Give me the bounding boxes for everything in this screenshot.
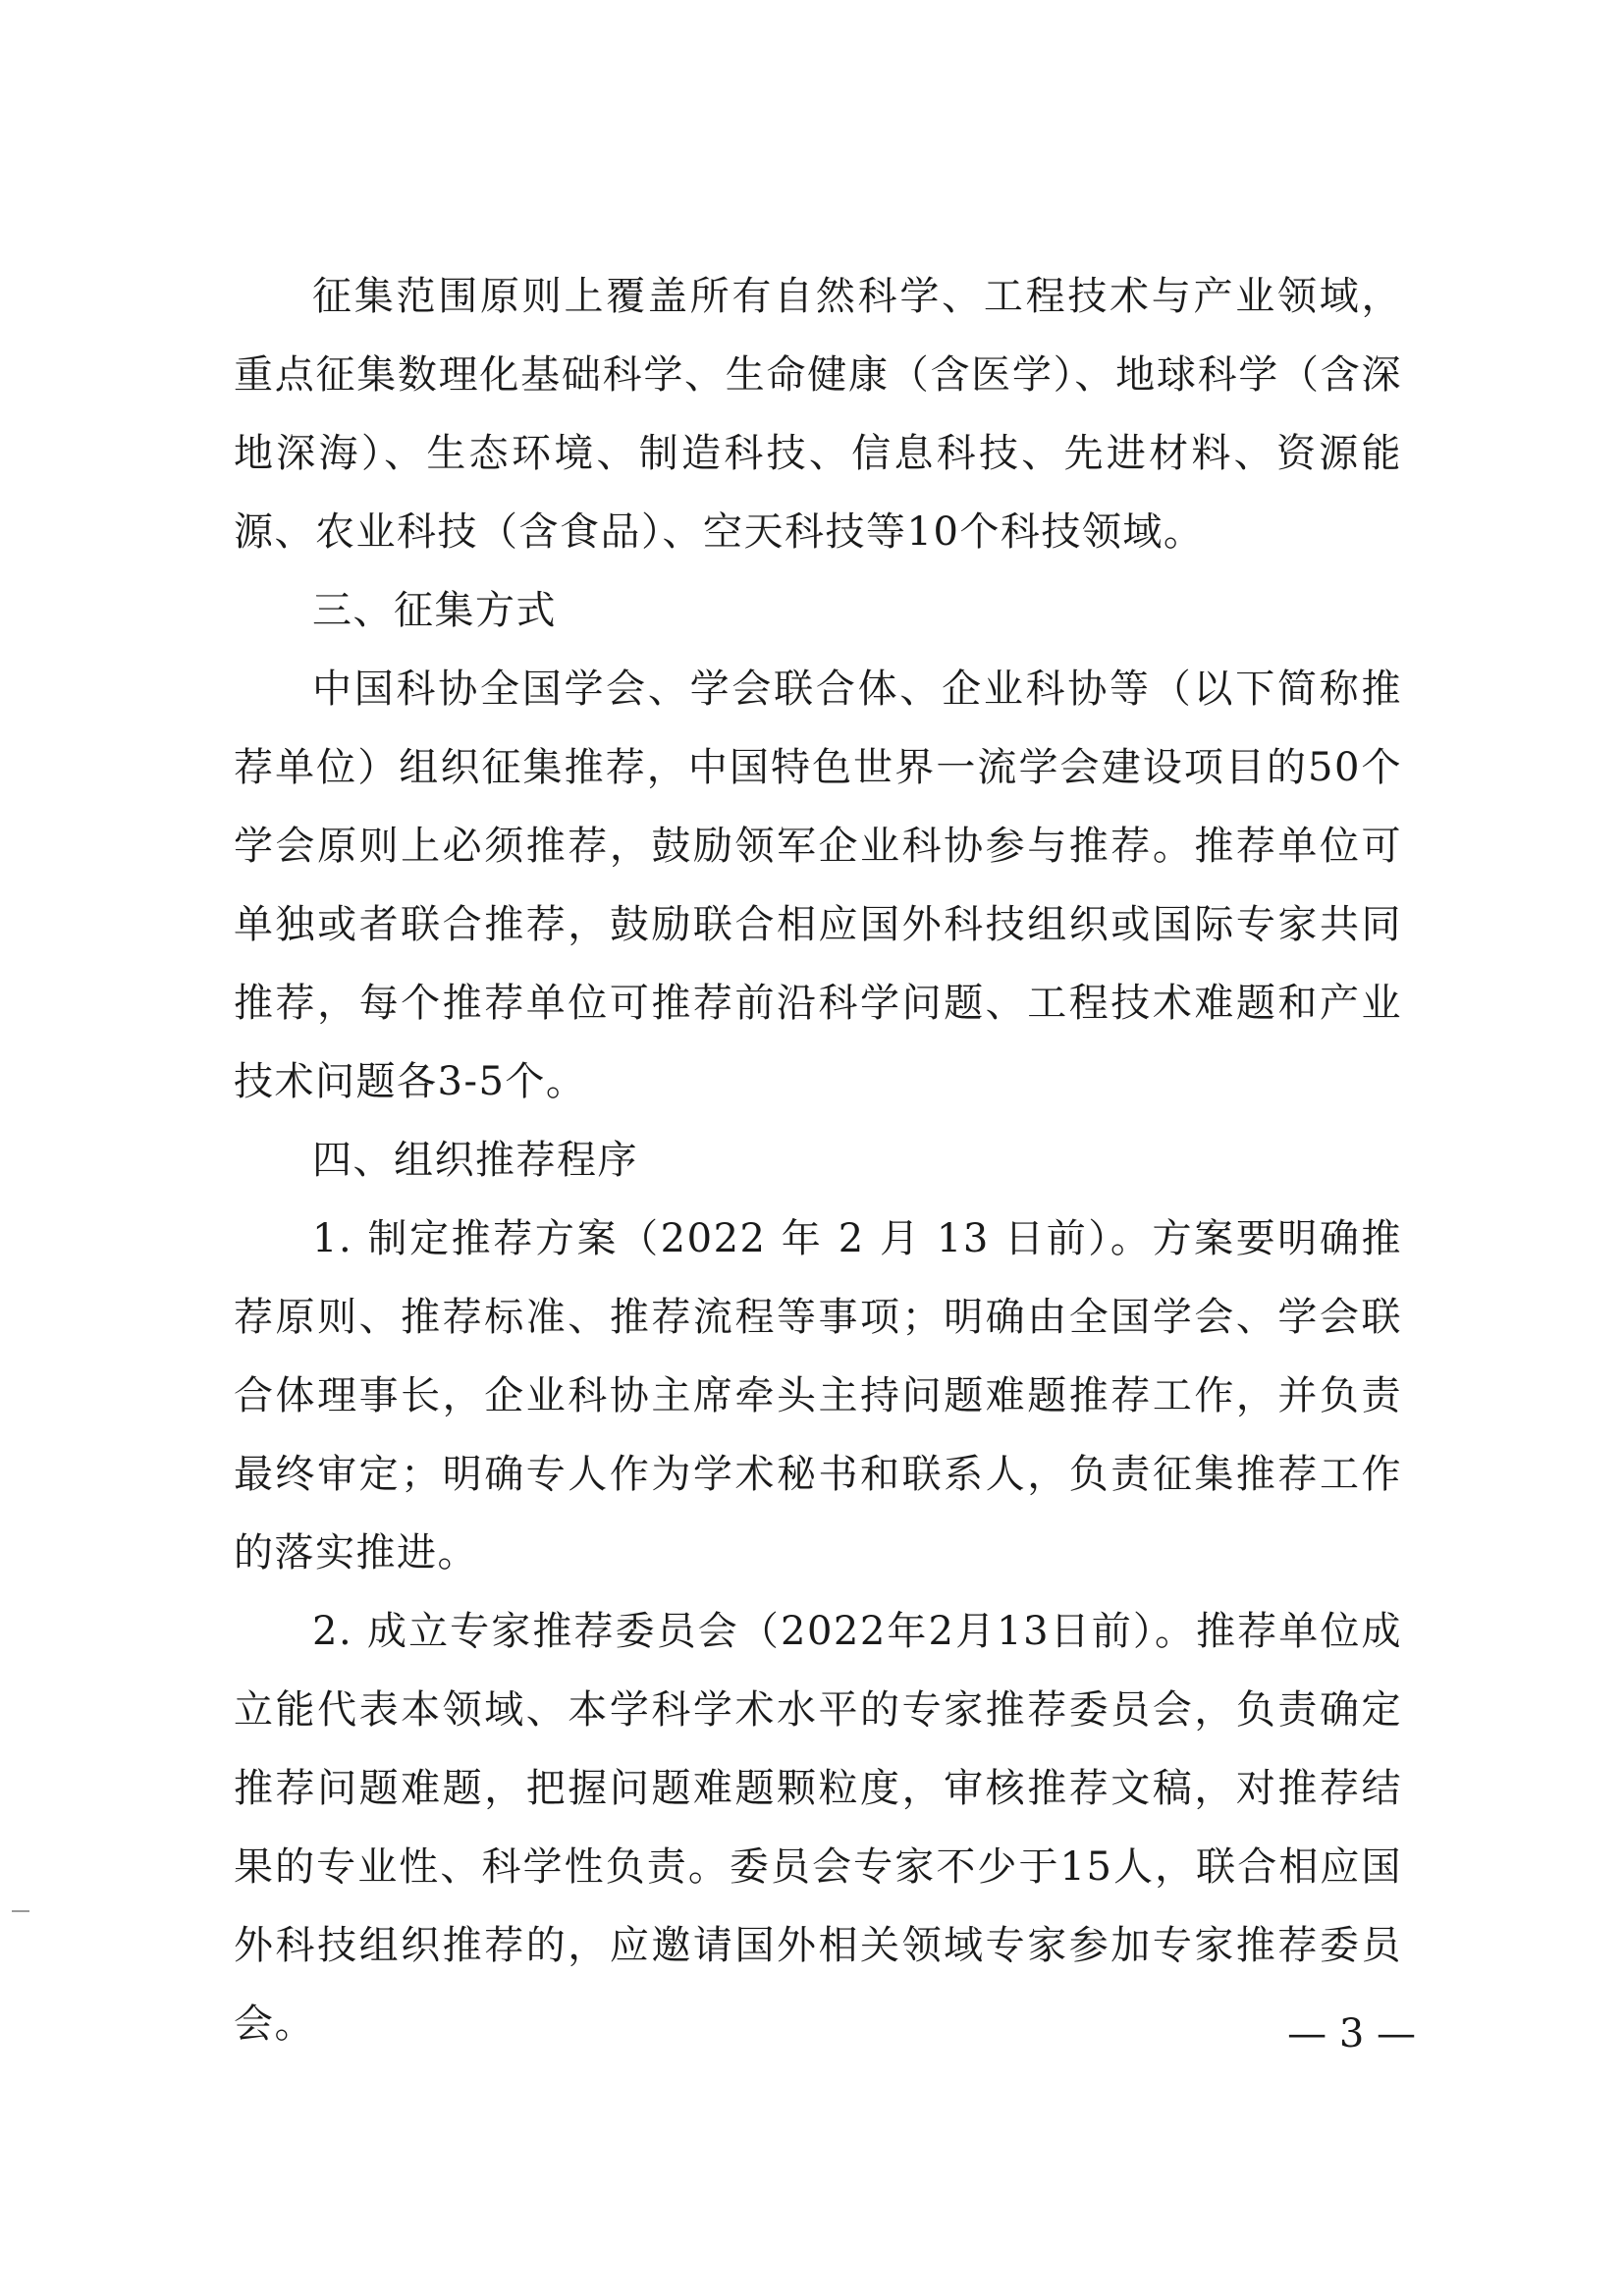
paragraph-collection-method: 中国科协全国学会、学会联合体、企业科协等（以下简称推荐单位）组织征集推荐，中国特色世界一流学会建设项目的50个学会原则上必须推荐，鼓励领军企业科协参与推荐。推荐单位可单独或者联合推荐，鼓励联合相应国外科技组织或国际专家共同推荐，每个推荐单位可推荐前沿科学问题、工程技术难题和产业技术问题各3-5个。 (234, 667, 1402, 1104)
paragraph-scope: 征集范围原则上覆盖所有自然科学、工程技术与产业领域，重点征集数理化基础科学、生命健康（含医学）、地球科学（含深地深海）、生态环境、制造科技、信息科技、先进材料、资源能源、农业科技（含食品）、空天科技等10个科技领域。 (234, 274, 1402, 555)
section-heading-collection-method: 三、征集方式 (312, 588, 557, 633)
section-heading-recommendation-procedure: 四、组织推荐程序 (312, 1138, 638, 1183)
document-body (234, 257, 1402, 2063)
paragraph-procedure-step-1: 1. 制定推荐方案（2022 年 2 月 13 日前）。方案要明确推荐原则、推荐标准、推荐流程等事项；明确由全国学会、学会联合体理事长，企业科协主席牵头主持问题难题推荐工作，并负责最终审定；明确专人作为学术秘书和联系人，负责征集推荐工作的落实推进。 (234, 1216, 1402, 1575)
scan-edge-mark (12, 1910, 29, 1912)
paragraph-procedure-step-2: 2. 成立专家推荐委员会（2022年2月13日前）。推荐单位成立能代表本领域、本学科学术水平的专家推荐委员会，负责确定推荐问题难题，把握问题难题颗粒度，审核推荐文稿，对推荐结果的专业性、科学性负责。委员会专家不少于15人，联合相应国外科技组织推荐的，应邀请国外相关领域专家参加专家推荐委员会。 (234, 1609, 1402, 2047)
page-number: — 3 — (1287, 2011, 1416, 2056)
